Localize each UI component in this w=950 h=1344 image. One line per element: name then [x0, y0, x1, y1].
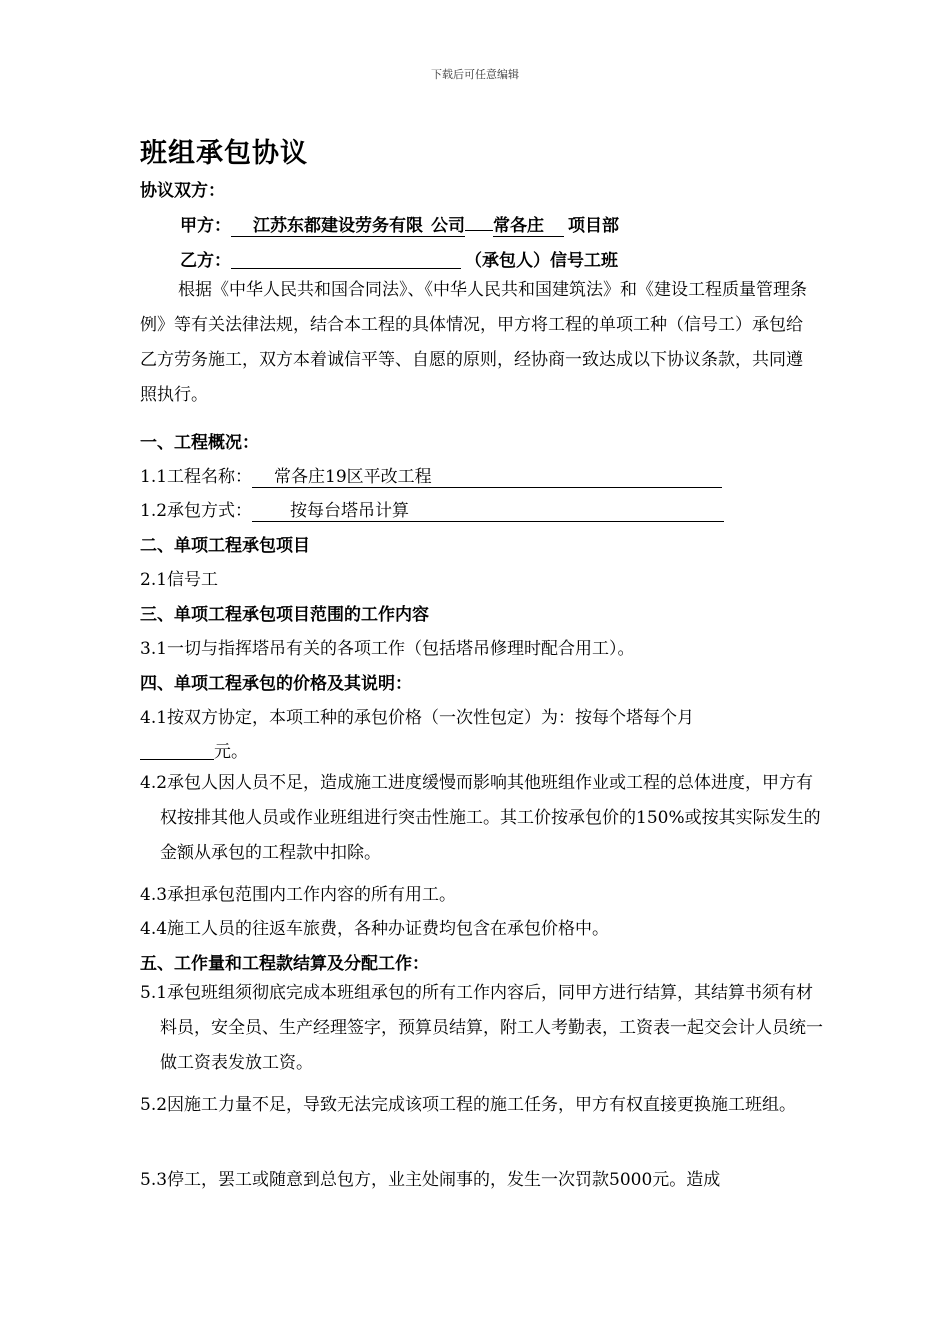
clause-4-3: 4.3承担承包范围内工作内容的所有用工。: [140, 885, 457, 905]
clause-5-2: 5.2因施工力量不足，导致无法完成该项工程的施工任务，甲方有权直接更换施工班组。: [140, 1095, 797, 1115]
preamble-paragraph: 根据《中华人民共和国合同法》、《中华人民共和国建筑法》和《建设工程质量管理条例》等有关法律法规，结合本工程的具体情况，甲方将工程的单项工种（信号工）承包给乙方劳务施工，双方本着诚信平等、自愿的原则，经协商一致达成以下协议条款，共同遵照执行。: [140, 280, 807, 405]
party-a-company: 江苏东都建设劳务有限: [231, 211, 427, 237]
party-b-line: [180, 246, 618, 271]
project-name-label: 1.1工程名称：: [140, 467, 253, 487]
clause-4-1: 4.1按双方协定，本项工种的承包价格（一次性包定）为：按每个塔每个月: [140, 708, 695, 728]
section-2-heading: 二、单项工程承包项目: [140, 536, 310, 556]
party-a-dept: 项目部: [568, 216, 619, 236]
party-a-company-suffix: 公司: [427, 211, 465, 237]
parties-label: 协议双方：: [140, 181, 225, 201]
section-5-heading: 五、工作量和工程款结算及分配工作：: [140, 954, 429, 974]
section-1-heading: 一、工程概况：: [140, 433, 259, 453]
price-blank: [140, 741, 214, 760]
project-name-line: [140, 462, 722, 488]
page-header-note: 下载后可任意编辑: [431, 68, 519, 81]
section-3-item: 3.1一切与指挥塔吊有关的各项工作（包括塔吊修理时配合用工）。: [140, 639, 635, 659]
party-a-project: 常各庄: [493, 211, 564, 237]
contract-mode-label: 1.2承包方式：: [140, 501, 253, 521]
project-name-value: 常各庄19区平改工程: [252, 462, 722, 488]
section-4-heading: 四、单项工程承包的价格及其说明：: [140, 674, 412, 694]
section-2-item: 2.1信号工: [140, 570, 219, 590]
document-title: 班组承包协议: [140, 138, 308, 169]
section-3-heading: 三、单项工程承包项目范围的工作内容: [140, 605, 429, 625]
party-b-suffix: （承包人）信号工班: [465, 251, 618, 271]
contract-mode-line: [140, 496, 724, 522]
clause-4-2: 4.2承包人因人员不足，造成施工进度缓慢而影响其他班组作业或工程的总体进度，甲方有权按排其他人员或作业班组进行突击性施工。其工价按承包价的150%或按其实际发生的金额从承包的工程款中扣除。: [140, 773, 821, 863]
party-b-name-blank: [231, 250, 461, 269]
contract-mode-value: 按每台塔吊计算: [252, 496, 724, 522]
clause-5-3: 5.3停工，罢工或随意到总包方，业主处闹事的，发生一次罚款5000元。造成: [140, 1170, 721, 1190]
clause-4-1-tail: 元。: [140, 737, 248, 762]
clause-4-4: 4.4施工人员的往返车旅费，各种办证费均包含在承包价格中。: [140, 919, 610, 939]
clause-5-1: 5.1承包班组须彻底完成本班组承包的所有工作内容后，同甲方进行结算，其结算书须有材料员，安全员、生产经理签字，预算员结算，附工人考勤表，工资表一起交会计人员统一做工资表发放工资。: [140, 983, 823, 1073]
party-b-label: 乙方：: [180, 251, 231, 271]
party-a-line: [180, 211, 619, 237]
party-a-label: 甲方：: [180, 216, 231, 236]
